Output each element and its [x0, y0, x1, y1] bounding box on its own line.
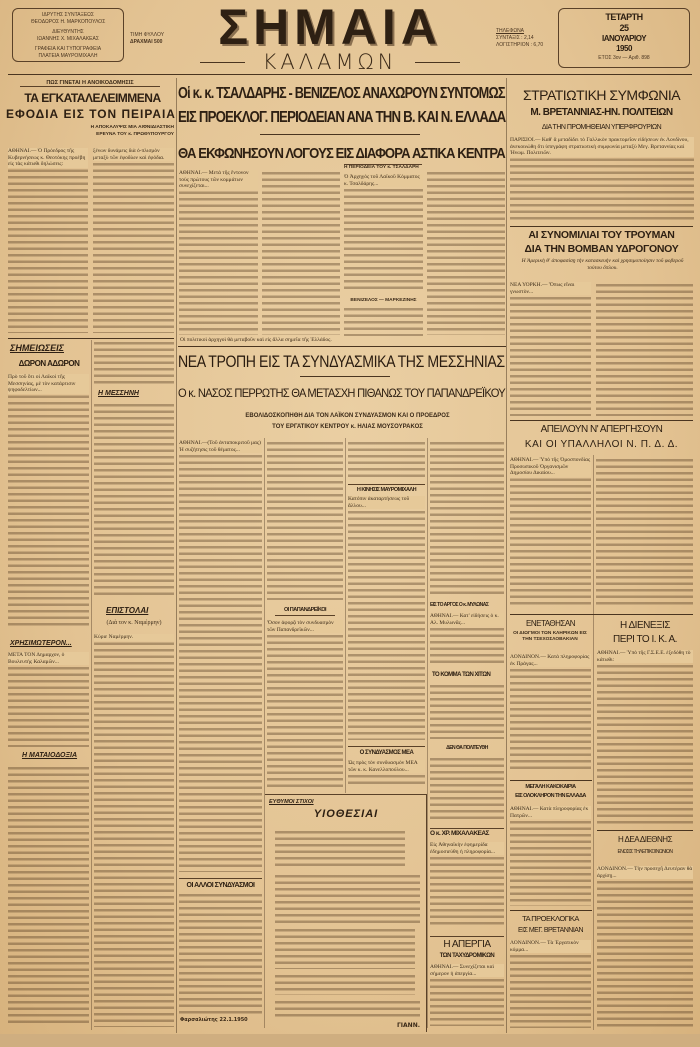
article-body [179, 440, 262, 872]
director-label: ΔΙΕΥΘΥΝΤΗΣ [52, 29, 84, 35]
article-lead: ΑΘΗΝΑΙ.— Κατ' εἰδήσεις ὁ κ. Αλ. Μυλωνᾶς... [430, 613, 504, 626]
article-body [344, 306, 423, 336]
section-divider [8, 338, 174, 339]
article-body [179, 170, 258, 335]
founder-label: ΙΔΡΥΤΗΣ ΣΥΝΤΑΞΕΩΣ [41, 12, 94, 18]
article-body [344, 174, 423, 292]
letters-subtitle: (Διὰ τον κ. Ναμέρμην) [106, 620, 162, 626]
right-headline-2: Μ. ΒΡΕΤΑΝΝΙΑΣ-ΗΝ. ΠΟΛΙΤΕΙΩΝ [530, 107, 673, 118]
column-rule [593, 455, 594, 1030]
tour-subhead: Η ΠΕΡΙΟΔΕΙΑ ΤΟΥ κ. ΤΣΑΛΔΑΡΗ [344, 164, 422, 170]
poem-signature: ΓΙΑΝΝ. [396, 1022, 420, 1029]
strike-threat-headline-1: ΑΠΕΙΛΟΥΝ Ν' ΑΠΕΡΓΗΣΟΥΝ [540, 424, 663, 435]
others-signature: Φαρσαλιώτης 22.1.1950 [180, 1017, 248, 1023]
article-lead: ΑΘΗΝΑΙ.— Μετὰ τῆς ἔντονον τοὺς πρώτους τῶν κομμάτων συνεχίζεται... [179, 170, 258, 190]
czech-headline-1: ΕΝΕΤΑΘΗΣΑΝ [526, 619, 575, 628]
article-lead: ΛΟΝΔΙΝΟΝ.— Τὴν προσεχῆ Δευτέραν θὰ ἀρχίσῃ... [597, 866, 693, 879]
strike-threat-headline-2: ΚΑΙ ΟΙ ΥΠΑΛΛΗΛΟΙ Ν. Π. Δ. Δ. [524, 439, 679, 450]
article-lead: ΑΘΗΝΑΙ.— Ὑπὸ τῆς Ὁμοσπονδίας Προσωπικοῦ Ὀργανισμῶν Δημοσίου Δικαίου... [510, 457, 591, 476]
section-divider [510, 614, 693, 615]
strike-headline-1: Η ΑΠΕΡΓΙΑ [430, 936, 504, 950]
article-lead: Πρὸ τοῦ ὅτι οἱ Λαϊκοὶ τῆς Μεσσηνίας, μὲ τὸν κατάρτισιν ψηφοδελτίων... [8, 374, 89, 394]
article-body [430, 842, 504, 927]
right-headline-1: ΣΤΡΑΤΙΩΤΙΚΗ ΣΥΜΦΩΝΙΑ [522, 87, 681, 103]
article-lead: ΛΟΝΔΙΝΟΝ.— Τὰ Ἐργατικὸν κόμμα... [510, 940, 591, 953]
phones-label: ΤΗΛΕΦΩΝΑ [496, 28, 525, 34]
poem-stanza [275, 873, 420, 923]
mavromichalis-headline: Η ΚΙΝΗΣΙΣ ΜΑΥΡΟΜΙΧΑΛΗ [348, 484, 425, 494]
band-headline: ΝΕΑ ΤΡΟΠΗ ΕΙΣ ΤΑ ΣΥΝΔΥΑΣΜΙΚΑ ΤΗΣ ΜΕΣΣΗΝΙΑΣ [178, 352, 505, 371]
article-body [179, 892, 262, 1014]
newspaper-title: ΣΗΜΑΙΑ [218, 0, 442, 55]
article-body [596, 457, 693, 607]
papandreikoi-headline: ΟΙ ΠΑΠΑΝΔΡΕΪΚΟΙ [275, 608, 335, 616]
issue-number: ΕΤΟΣ 3ον — Αριθ. 898 [598, 55, 650, 61]
weekday: ΤΕΤΑΡΤΗ [605, 12, 643, 22]
section-divider [510, 226, 693, 227]
title-rule-left [200, 62, 245, 63]
main-headline-2: ΕΙΣ ΠΡΟΕΚΛΟΓ. ΠΕΡΙΟΔΕΙΑΝ ΑΝΑ ΤΗΝ Β. ΚΑΙ Ν. ΕΛΛΑΔΑ [178, 109, 506, 126]
poem-stanza [275, 829, 405, 869]
left-kicker: ΠΩΣ ΓΙΝΕΤΑΙ Η ΑΝΟΙΚΟΔΟΜΗΣΙΣ [20, 80, 160, 87]
right-headline-3: ΔΙΑ ΤΗΝ ΠΡΟΜΗΘΕΙΑΝ ΥΠΕΡΦΡΟΥΡΙΩΝ [541, 124, 662, 131]
article-lead: Κατόπιν ἀκαταρτήσεως τοῦ ἄλλου... [348, 496, 425, 509]
title-rule-right [415, 62, 460, 63]
article-body [430, 613, 504, 665]
article-body [597, 650, 693, 826]
band-deck-2: ΤΟΥ ΕΡΓΑΤΙΚΟΥ ΚΕΝΤΡΟΥ κ. ΗΛΙΑΣ ΜΟΥΣΟΥΡΑΚΟΣ [272, 424, 423, 430]
article-body [597, 866, 693, 1028]
article-lead: ΑΘΗΝΑΙ.— Συνεχίζεται καὶ σήμερον ἡ ἀπεργία... [430, 964, 504, 977]
union-headline-1: Η ΔΕΑ ΔΙΕΘΝΗΣ [617, 835, 673, 844]
poem-title: ΥΙΟΘΕΣΙΑΙ [313, 808, 379, 820]
day: 25 [619, 23, 629, 33]
column-rule [176, 78, 177, 1033]
article-lead: Ὡς πρὸς τὸν συνδυασμὸν ΜΕΑ τῶν κ. κ. Κανελλοπούλου... [348, 760, 425, 773]
offices-address: ΠΛΑΤΕΙΑ ΜΑΥΡΟΜΙΧΑΛΗ [38, 53, 98, 59]
chites-headline: ΤΟ ΚΟΜΜΑ ΤΩΝ ΧΙΤΩΝ [432, 672, 491, 678]
band-deck-1: ΕΒΟΛΙΔΟΣΚΟΠΗΘΗ ΔΙΑ ΤΟΝ ΛΑΪΚΟΝ ΣΥΝΔΥΑΣΜΟΝ ΚΑΙ Ο ΠΡΟΕΔΡΟΣ [245, 413, 450, 419]
paper-edge [0, 1034, 700, 1047]
messinia-title: Η ΜΕΣΣΗΝΗ [98, 390, 139, 397]
article-body [8, 765, 89, 1027]
article-body [93, 148, 174, 333]
truman-headline-1: ΑΙ ΣΥΝΟΜΙΛΙΑΙ ΤΟΥ ΤΡΟΥΜΑΝ [528, 229, 675, 241]
ika-headline-2: ΠΕΡΙ ΤΟ Ι. Κ. Α. [613, 634, 677, 645]
poem-kicker: ΕΥΘΥΜΟΙ ΣΤΙΧΟΙ [269, 799, 314, 805]
newspaper-subtitle: ΚΑΛΑΜΩΝ [262, 50, 398, 74]
union-headline-2: ΕΝΩΣΙΣ ΤΗΛΕΠΙΚΟΙΝΩΝΙΩΝ [617, 849, 673, 855]
article-body [8, 374, 89, 629]
section-divider [178, 346, 506, 347]
closing-line: Οἱ πολιτικοὶ ἀρχηγοὶ θὰ μεταβοῦν καὶ εἰς ἄλλα σημεῖα τῆς Ἑλλάδος. [180, 337, 332, 343]
phone-editorial: ΣΥΝΤΑΞΙΣ : 2,14 [496, 35, 534, 41]
poem-stanza [275, 927, 415, 969]
argos-headline: ΕΙΣ ΤΟ ΑΡΓΟΣ Ο κ. ΜΥΛΩΝΑΣ [430, 602, 489, 608]
column-rule [345, 438, 346, 793]
article-lead: ΛΟΝΔΙΝΟΝ.— Κατὰ πληροφορίας ἐκ Πράγας... [510, 654, 590, 667]
section-divider [597, 830, 693, 831]
letters-title: ΕΠΙΣΤΟΛΑΙ [106, 606, 149, 615]
strike-headline-2: ΤΩΝ ΤΑΧΥΔΡΟΜΙΚΩΝ [439, 953, 495, 959]
founder-name: ΘΕΟΔΩΡΟΣ Η. ΜΑΡΚΟΠΟΥΛΟΣ [30, 19, 106, 25]
article-lead: ΝΕΑ ΥΟΡΚΗ.— Ὅπως εἶναι γνωστὸν... [510, 282, 591, 295]
notes-title: ΣΗΜΕΙΩΣΕΙΣ [10, 343, 64, 353]
article-lead: Ὅσον ἀφορᾷ τὸν συνδυασμὸν τῶν Παπανδρεϊκῶν... [267, 620, 343, 633]
band-subheadline: Ο κ. ΝΑΣΟΣ ΠΕΡΡΩΤΗΣ ΘΑ ΜΕΤΑΣΧΗ ΠΙΘΑΝΩΣ ΤΟΥ ΠΑΠΑΝΔΡΕΪΚΟΥ [178, 386, 506, 400]
venizelos-subhead: ΒΕΝΙΖΕΛΟΣ — ΜΑΡΚΕΖΙΝΗΣ [350, 298, 417, 303]
section-divider [510, 420, 693, 421]
article-body [8, 148, 88, 333]
offices-label: ΓΡΑΦΕΙΑ ΚΑΙ ΤΥΠΟΓΡΑΦΕΙΑ [34, 46, 102, 52]
article-body [8, 652, 89, 747]
article-body [348, 760, 425, 788]
article-lead: Κύριε Ναμέρμην. [94, 634, 174, 641]
month: ΙΑΝΟΥΑΡΙΟΥ [601, 34, 647, 43]
poem-stanza [275, 999, 420, 1019]
truman-headline-2: ΔΙΑ ΤΗΝ ΒΟΜΒΑΝ ΥΔΡΟΓΟΝΟΥ [524, 243, 679, 255]
publisher-box [12, 8, 124, 62]
year: 1950 [616, 44, 632, 53]
article-body [427, 170, 505, 335]
left-headline-1: ΤΑ ΕΓΚΑΤΑΛΕΛΕΙΜΜΕΝΑ [24, 91, 161, 105]
article-body [510, 457, 591, 607]
storm-headline-2: ΕΙΣ ΟΛΟΚΛΗΡΟΝ ΤΗΝ ΕΛΛΑΔΑ [515, 793, 586, 799]
article-body [430, 756, 504, 820]
article-body [94, 402, 174, 597]
article-lead: ΠΑΡΙΣΙΟΙ.— Καθ' ἃ μεταδίδει τὸ Γαλλικὸν πρακτορεῖον εἰδήσεων ἐκ Λονδίνου, ἀνεκοινώθη ὅτι ὑπεγράφη στρατιωτικὴ συμφωνία μεταξὺ Μεγ. Βρεταννίας καὶ Ἡνωμ. Πολιτειῶν. [510, 137, 694, 157]
mea-headline: Ο ΣΥΝΔΥΑΣΜΟΣ ΜΕΑ [348, 746, 425, 756]
vanity-title: Η ΜΑΤΑΙΟΔΟΞΙΑ [22, 752, 78, 759]
price-value: ΔΡΑΧΜΑΙ 500 [130, 39, 163, 45]
date-box [558, 8, 690, 68]
phones-block [496, 28, 556, 49]
article-body [510, 806, 591, 906]
michalakeas-headline: Ο κ. ΧΡ. ΜΙΧΑΛΑΚΕΑΣ [430, 828, 504, 838]
notes-headline: ΔΩΡΟΝ ΑΔΩΡΟΝ [18, 359, 80, 368]
storm-headline-1: ΜΕΓΑΛΗ ΚΑΚΟΚΑΙΡΙΑ [525, 784, 576, 790]
article-lead: ΑΘΗΝΑΙ.—(Τοῦ ἀνταποκριτοῦ μας) Ἡ συζήτησις τοῦ θέματος... [179, 440, 261, 453]
headline-divider [300, 376, 390, 377]
useful-title: ΧΡΗΣΙΜΩΤΕΡΟΝ... [10, 640, 72, 647]
masthead-divider [8, 74, 692, 75]
poem-box [265, 794, 427, 1032]
main-headline-3: ΘΑ ΕΚΦΩΝΗΣΟΥΝ ΛΟΓΟΥΣ ΕΙΣ ΔΙΑΦΟΡΑ ΑΣΤΙΚΑ ΚΕΝΤΡΑ [178, 145, 505, 162]
uk-headline-1: ΤΑ ΠΡΟΕΚΛΟΓΙΚΑ [522, 914, 579, 923]
others-headline: ΟΙ ΑΛΛΟΙ ΣΥΝΔΥΑΣΜΟΙ [179, 878, 262, 889]
politeuth-headline: ΔΕΝ ΘΑ ΠΟΛΙΤΕΥΘΗ [446, 745, 488, 751]
article-lead: Εἰς Ἀθηναϊκὴν ἐφημερίδα ἐδημοσιεύθη ἡ πληροφορία... [430, 842, 504, 855]
article-lead: ξένων δυνάμεις διὰ ὁ-πλισμὸν μεταξὺ τῶν ἐφοδίων καὶ ἐφόδια. [93, 148, 174, 161]
column-rule [506, 78, 507, 1033]
left-headline-2: ΕΦΟΔΙΑ ΕΙΣ ΤΟΝ ΠΕΙΡΑΙΑ [6, 107, 176, 121]
article-lead: ΑΘΗΝΑΙ.— Κατὰ πληροφορίας ἐκ Πατρῶν... [510, 806, 591, 819]
left-subhead: Η ΑΠΟΚΑΛΥΨΙΣ ΜΙΑ ΑΙΦΝΙΔΙΑΣΤΙΚΗ ΕΡΕΥΝΑ ΤΟΥ κ. ΠΡΩΘΥΠΟΥΡΓΟΥ [90, 125, 174, 137]
article-body [430, 683, 504, 739]
article-lead: ΑΘΗΝΑΙ.— Ὁ Πρόεδρος τῆς Κυβερνήσεως κ. Θεοτόκης προέβη εἰς τὰς κάτωθι δηλώσεις: [8, 148, 88, 168]
article-body [348, 440, 425, 478]
truman-deck: Η Ἀμερικὴ θ' ἀποφασίσῃ τὴν κατασκευὴν καὶ χρησιμοποίησιν τοῦ φοβεροῦ τούτου ὅπλου. [521, 258, 684, 271]
article-body [510, 137, 694, 222]
column-rule [91, 340, 92, 1030]
main-headline-1: Οἱ κ. κ. ΤΣΑΛΔΑΡΗΣ - ΒΕΝΙΖΕΛΟΣ ΑΝΑΧΩΡΟΥΝ ΣΥΝΤΟΜΩΣ [178, 85, 505, 102]
article-body [267, 620, 343, 788]
director-name: ΙΩΑΝΝΗΣ Χ. ΜΙΧΑΛΑΚΕΑΣ [37, 36, 99, 42]
article-body [94, 634, 174, 1027]
poem-stanza [275, 973, 415, 995]
section-divider [510, 780, 592, 781]
czech-headline-2: ΟΙ ΔΙΩΓΜΟΙ ΤΩΝ ΚΛΗΡΙΚΩΝ ΕΙΣ ΤΗΝ ΤΣΕΧΟΣΛΟΒΑΚΙΑΝ [513, 631, 587, 642]
phone-accounts: ΛΟΓΙΣΤΗΡΙΟΝ : 6,70 [496, 42, 544, 48]
article-lead: Ὁ Ἀρχηγὸς τοῦ Λαϊκοῦ Κόμματος κ. Τσαλδάρης... [344, 174, 423, 187]
column-rule [427, 438, 428, 1028]
article-body [596, 282, 693, 416]
article-body [510, 940, 591, 1028]
article-body [430, 964, 504, 1026]
article-body [267, 440, 343, 600]
price-block [130, 32, 190, 46]
article-body [430, 440, 504, 595]
article-body [262, 170, 340, 335]
article-body [94, 340, 174, 384]
article-body [348, 496, 425, 740]
section-divider [510, 910, 592, 911]
article-lead: ΜΕΤΑ ΤΟΝ Δημαρχον, ὁ Βουλευτὴς Καλαμῶν... [8, 652, 89, 665]
uk-headline-2: ΕΙΣ ΜΕΓ. ΒΡΕΤΑΝΝΙΑΝ [517, 927, 584, 934]
article-body [510, 654, 591, 773]
article-body [510, 282, 591, 416]
article-lead: ΑΘΗΝΑΙ.— Ὑπὸ τῆς Γ.Σ.Ε.Ε. ἐξεδόθη τὸ κάτωθι: [597, 650, 693, 663]
ika-headline-1: Η ΔΙΕΝΕΞΙΣ [620, 620, 670, 631]
price-label: ΤΙΜΗ ΦΥΛΛΟΥ [130, 32, 165, 38]
headline-divider [260, 134, 420, 135]
